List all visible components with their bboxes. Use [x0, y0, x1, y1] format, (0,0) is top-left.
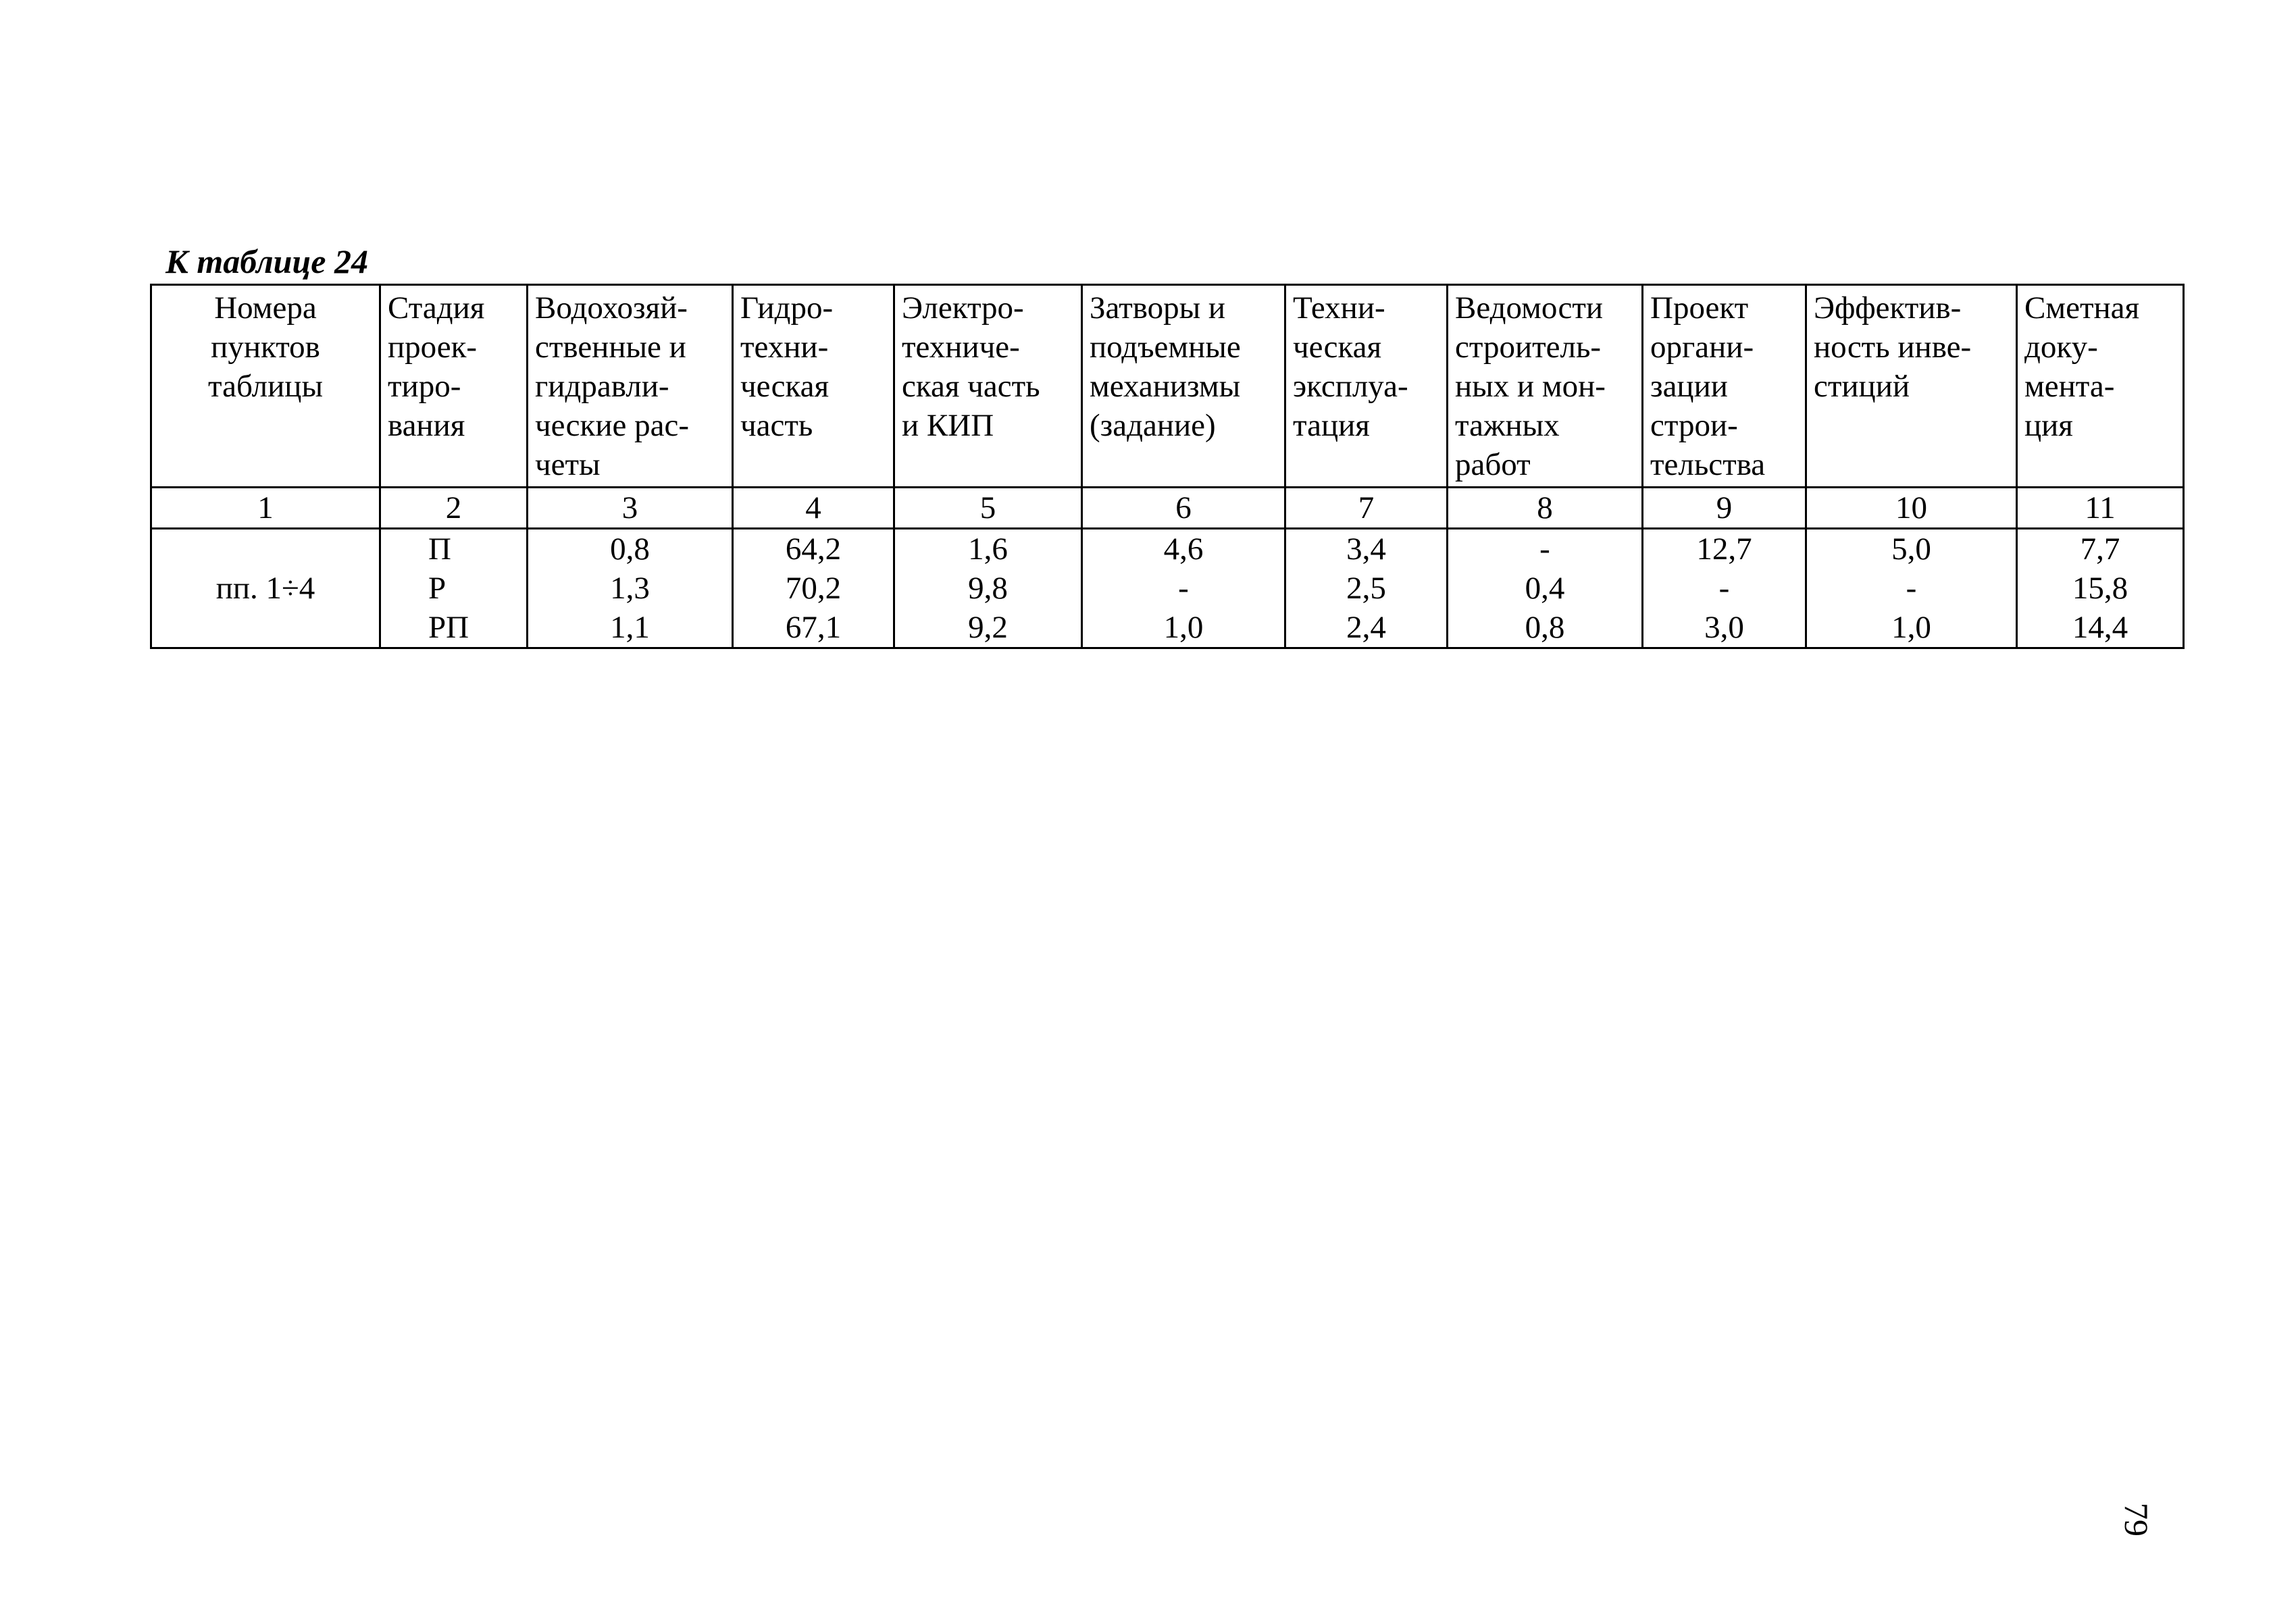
data-table: [150, 284, 2185, 649]
header-cell: Электро- техниче- ская часть и КИП: [894, 285, 1082, 488]
table-caption: К таблице 24: [165, 242, 368, 280]
value-cell: 4,6 - 1,0: [1082, 529, 1285, 648]
column-number: 5: [894, 488, 1082, 529]
value-cell: 3,4 2,5 2,4: [1285, 529, 1448, 648]
header-cell: Проект органи- зации строи- тельства: [1643, 285, 1806, 488]
page-number: 79: [2118, 1503, 2155, 1536]
column-number: 11: [2017, 488, 2184, 529]
column-number: 8: [1448, 488, 1643, 529]
value-cell: 0,8 1,3 1,1: [528, 529, 733, 648]
column-number: 7: [1285, 488, 1448, 529]
header-cell: Номера пунктов таблицы: [151, 285, 380, 488]
column-number: 4: [733, 488, 894, 529]
value-cell: 64,2 70,2 67,1: [733, 529, 894, 648]
header-cell: Сметная доку- мента- ция: [2017, 285, 2184, 488]
column-number: 2: [380, 488, 528, 529]
value-cell: 7,7 15,8 14,4: [2017, 529, 2184, 648]
column-number: 6: [1082, 488, 1285, 529]
header-cell: Водохозяй- ственные и гидравли- ческие рас- четы: [528, 285, 733, 488]
table-row: [151, 529, 2184, 648]
row-group-label: пп. 1÷4: [151, 529, 380, 648]
value-cell: 1,6 9,8 9,2: [894, 529, 1082, 648]
header-row: [151, 285, 2184, 488]
header-cell: Стадия проек- тиро- вания: [380, 285, 528, 488]
header-cell: Ведомости строитель- ных и мон- тажных работ: [1448, 285, 1643, 488]
value-cell: 12,7 - 3,0: [1643, 529, 1806, 648]
header-cell: Затворы и подъемные механизмы (задание): [1082, 285, 1285, 488]
stage-cell: П Р РП: [380, 529, 528, 648]
column-number: 9: [1643, 488, 1806, 529]
column-number: 1: [151, 488, 380, 529]
column-number: 3: [528, 488, 733, 529]
header-cell: Техни- ческая эксплуа- тация: [1285, 285, 1448, 488]
header-cell: Эффектив- ность инве- стиций: [1806, 285, 2017, 488]
value-cell: - 0,4 0,8: [1448, 529, 1643, 648]
header-cell: Гидро- техни- ческая часть: [733, 285, 894, 488]
column-number: 10: [1806, 488, 2017, 529]
column-number-row: [151, 488, 2184, 529]
value-cell: 5,0 - 1,0: [1806, 529, 2017, 648]
